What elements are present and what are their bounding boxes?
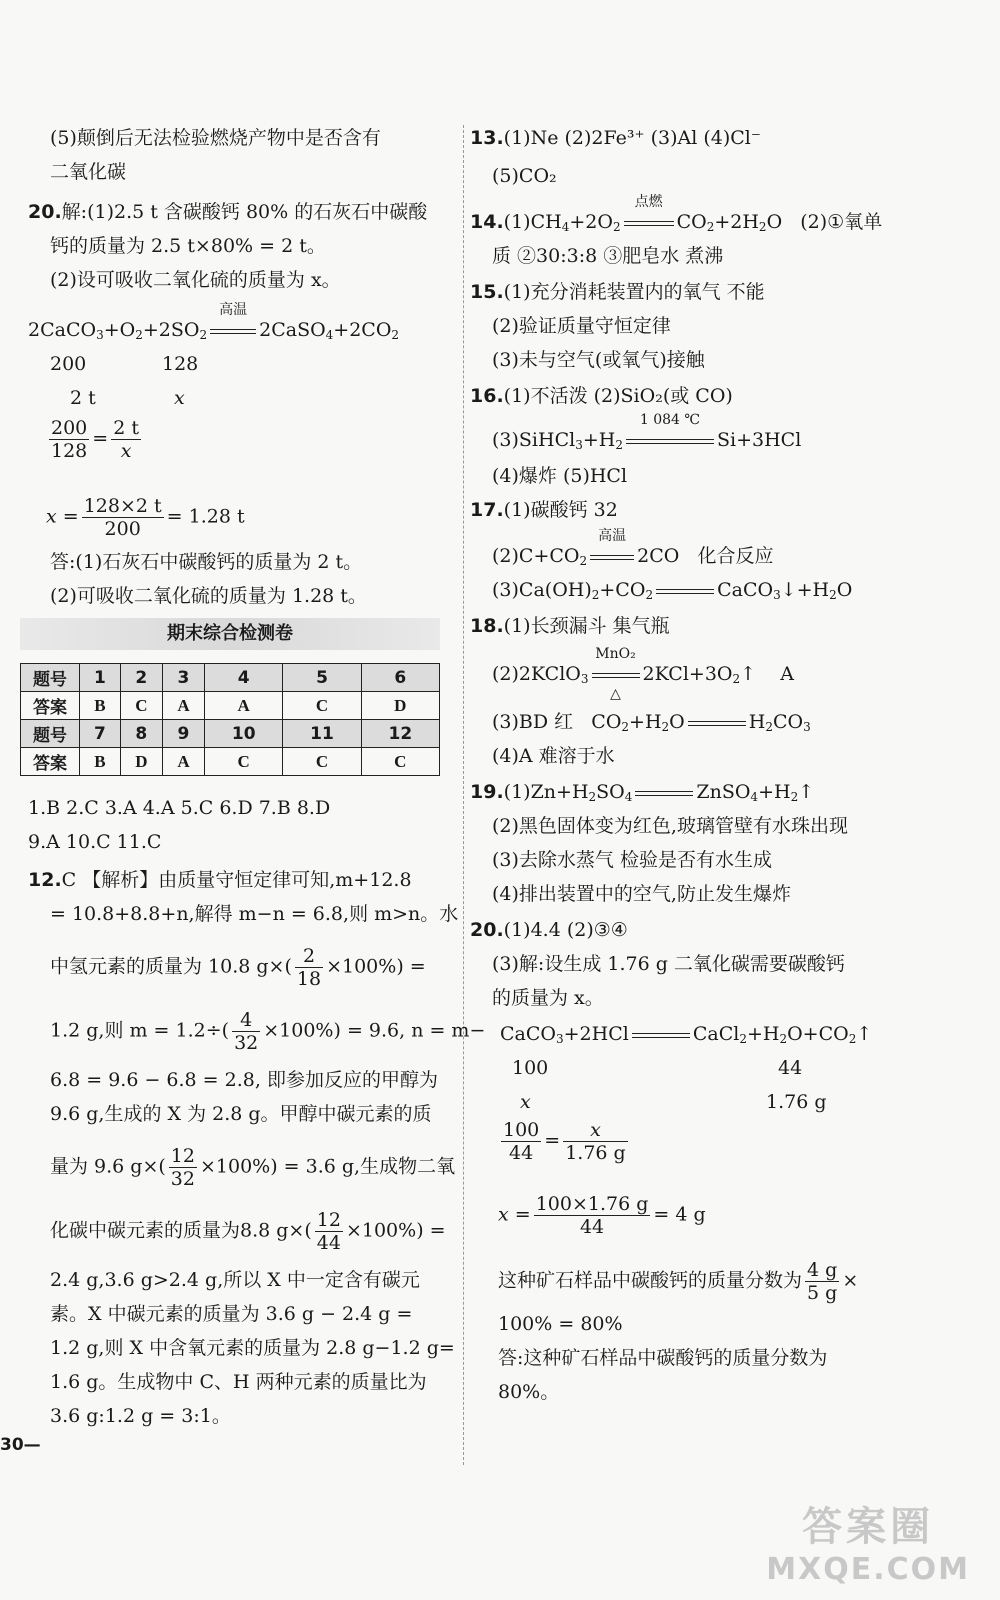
text-line: (2)设可吸收二氧化硫的质量为 x。 (50, 269, 341, 291)
table-row (21, 720, 440, 748)
question-13: 13.(1)Ne (2)2Fe³⁺ (3)Al (4)Cl⁻ (470, 127, 761, 149)
table-cell: B (80, 748, 121, 776)
text-line-fraction: 量为 9.6 g×( $\frac{12}{32}$ ×100%) = 3.6 g,生成物二氧 (50, 1145, 456, 1190)
text-line: (3)解:设生成 1.76 g 二氧化碳需要碳酸钙 (492, 953, 845, 975)
text-line: 100% = 80% (498, 1313, 623, 1335)
chemical-equation: CaCO$_3$+2HCl $CaCl_2+H_2O+CO_2↑$ (500, 1023, 873, 1046)
column-divider (463, 125, 464, 1465)
mass-value: 1.76 g (766, 1091, 827, 1113)
table-cell: 8 (120, 720, 162, 748)
text-line: 1.2 g,则 X 中含氧元素的质量为 2.8 g−1.2 g= (50, 1337, 455, 1359)
table-cell: D (120, 748, 162, 776)
text-line: (5)颠倒后无法检验燃烧产物中是否含有 (50, 127, 381, 149)
question-20b: 20.(1)4.4 (2)③④ (470, 919, 628, 941)
text-line: (3)未与空气(或氧气)接触 (492, 349, 705, 371)
mass-value: 2 t (70, 387, 96, 409)
text-line: 解:(1)2.5 t 含碳酸钙 80% 的石灰石中碳酸 (61, 201, 428, 223)
table-cell: C (361, 748, 439, 776)
mc-answers: 9.A 10.C 11.C (28, 831, 162, 853)
table-cell: 12 (361, 720, 439, 748)
table-cell: 题号 (21, 720, 80, 748)
proportion: $\frac{100}{44}$ = $\frac{x}{1.76 g}$ (503, 1119, 626, 1164)
solution-line: x = $\frac{128\times 2 t}{200}$ = 1.28 t (46, 495, 245, 540)
text-line: 的质量为 x。 (492, 987, 604, 1009)
text-line: 质 ②30:3:8 ③肥皂水 煮沸 (492, 245, 724, 267)
text-line: 1.6 g。生成物中 C、H 两种元素的质量比为 (50, 1371, 427, 1393)
table-cell: A (162, 748, 204, 776)
mc-answers: 1.B 2.C 3.A 4.A 5.C 6.D 7.B 8.D (28, 797, 331, 819)
section-banner: 期末综合检测卷 (20, 618, 440, 650)
table-cell: C (120, 692, 162, 720)
table-cell: C (283, 692, 361, 720)
text-line-fraction: 中氢元素的质量为 10.8 g×( $\frac{2}{18}$ ×100%) = (50, 945, 426, 990)
text-line: (4)排出装置中的空气,防止发生爆炸 (492, 883, 791, 905)
text-line-fraction: 1.2 g,则 m = 1.2÷( $\frac{4}{32}$ ×100%) = 9.6, n = m− (50, 1009, 486, 1054)
reaction-condition: 高温 (207, 317, 259, 343)
chemical-equation: $(2)C+CO_2$ 高温 2CO 化合反应 (492, 528, 774, 568)
text-line-fraction: 化碳中碳元素的质量为8.8 g×( $\frac{12}{44}$ ×100%) = (50, 1209, 446, 1254)
text-line: 素。X 中碳元素的质量为 3.6 g − 2.4 g = (50, 1303, 413, 1325)
text-line: 6.8 = 9.6 − 6.8 = 2.8, 即参加反应的甲醇为 (50, 1069, 438, 1091)
table-row (21, 748, 440, 776)
mass-value: 44 (778, 1057, 803, 1079)
table-cell: 7 (80, 720, 121, 748)
table-cell: 11 (283, 720, 361, 748)
table-cell: A (205, 692, 283, 720)
table-cell: 3 (162, 664, 204, 692)
question-18: 18.(1)长颈漏斗 集气瓶 (470, 615, 670, 637)
text-line: 3.6 g:1.2 g = 3:1。 (50, 1405, 231, 1427)
answer-table (20, 663, 440, 776)
chemical-equation: $(3)SiHCl_3+H_2$ 1 084 ℃ Si+3HCl (492, 412, 802, 452)
answer-line: (2)可吸收二氧化硫的质量为 1.28 t。 (50, 585, 367, 607)
text-line: (2)黑色固体变为红色,玻璃管壁有水珠出现 (492, 815, 848, 837)
table-cell: D (361, 692, 439, 720)
text-line: 2.4 g,3.6 g>2.4 g,所以 X 中一定含有碳元 (50, 1269, 420, 1291)
watermark-logo: 答案圈 MXQE.COM (766, 1504, 970, 1587)
chemical-equation: $2CaCO_3+O_2+2SO_2$ 高温 $2CaSO_4+2CO_2$ (28, 302, 400, 342)
table-cell: 6 (361, 664, 439, 692)
text-line: 二氧化碳 (50, 161, 127, 183)
answer-line: 80%。 (498, 1381, 560, 1403)
table-cell: 10 (205, 720, 283, 748)
text-line: (2)验证质量守恒定律 (492, 315, 671, 337)
mass-value: x (520, 1091, 531, 1113)
text-line: 9.6 g,生成的 X 为 2.8 g。甲醇中碳元素的质 (50, 1103, 432, 1125)
text-line: 钙的质量为 2.5 t×80% = 2 t。 (50, 235, 326, 257)
chemical-equation: (3)BD 红 $CO_2+H_2O$ $H_2CO_3$ (492, 711, 811, 734)
table-cell: C (205, 748, 283, 776)
mass-value: x (174, 387, 185, 409)
question-17: 17.(1)碳酸钙 32 (470, 499, 618, 521)
table-cell: 1 (80, 664, 121, 692)
answer-line: 答:这种矿石样品中碳酸钙的质量分数为 (498, 1347, 828, 1369)
question-14: $14.(1)CH_4+2O_2$ 点燃 $CO_2+2H_2O$ (2)①氧单 (470, 194, 883, 234)
text-line: (4)A 难溶于水 (492, 745, 615, 767)
text-line: C 【解析】由质量守恒定律可知,m+12.8 (61, 869, 412, 891)
question-19: $19.(1)Zn+H_2SO_4$ $ZnSO_4+H_2↑$ (470, 781, 815, 804)
question-number: 20. (28, 201, 62, 223)
table-row (21, 664, 440, 692)
text-line-fraction: 这种矿石样品中碳酸钙的质量分数为 $\frac{4 g}{5 g}$ × (498, 1259, 859, 1304)
table-cell: C (283, 748, 361, 776)
question-15: 15.(1)充分消耗装置内的氧气 不能 (470, 281, 765, 303)
text-line: (5)CO₂ (492, 165, 557, 187)
answer-line: 答:(1)石灰石中碳酸钙的质量为 2 t。 (50, 551, 363, 573)
table-cell: B (80, 692, 121, 720)
table-cell: 答案 (21, 748, 80, 776)
chemical-equation: (2)2KClO$_3$ MnO₂ △ $2KCl+3O_2↑$ A (492, 646, 794, 702)
solution-line: x = $\frac{100\times 1.76 g}{44}$ = 4 g (498, 1193, 706, 1238)
mass-value: 100 (512, 1057, 549, 1079)
proportion: $\frac{200}{128}$ = $\frac{2 t}{x}$ (51, 417, 139, 462)
table-cell: 4 (205, 664, 283, 692)
question-16: 16.(1)不活泼 (2)SiO₂(或 CO) (470, 385, 733, 407)
table-row (21, 692, 440, 720)
table-cell: A (162, 692, 204, 720)
table-cell: 9 (162, 720, 204, 748)
table-cell: 答案 (21, 692, 80, 720)
mass-value: 128 (162, 353, 199, 375)
table-cell: 题号 (21, 664, 80, 692)
question-20 (28, 199, 427, 225)
text-line: (3)去除水蒸气 检验是否有水生成 (492, 849, 772, 871)
question-12 (28, 867, 412, 893)
chemical-equation: $(3)Ca(OH)_2+CO_2$ $CaCO_3↓+H_2O$ (492, 579, 853, 602)
table-cell: 5 (283, 664, 361, 692)
page-number: 30— (0, 1435, 41, 1455)
text-line: = 10.8+8.8+n,解得 m−n = 6.8,则 m>n。水 (50, 903, 459, 925)
mass-value: 200 (50, 353, 87, 375)
table-cell: 2 (120, 664, 162, 692)
text-line: (4)爆炸 (5)HCl (492, 465, 628, 487)
question-number: 12. (28, 869, 62, 891)
